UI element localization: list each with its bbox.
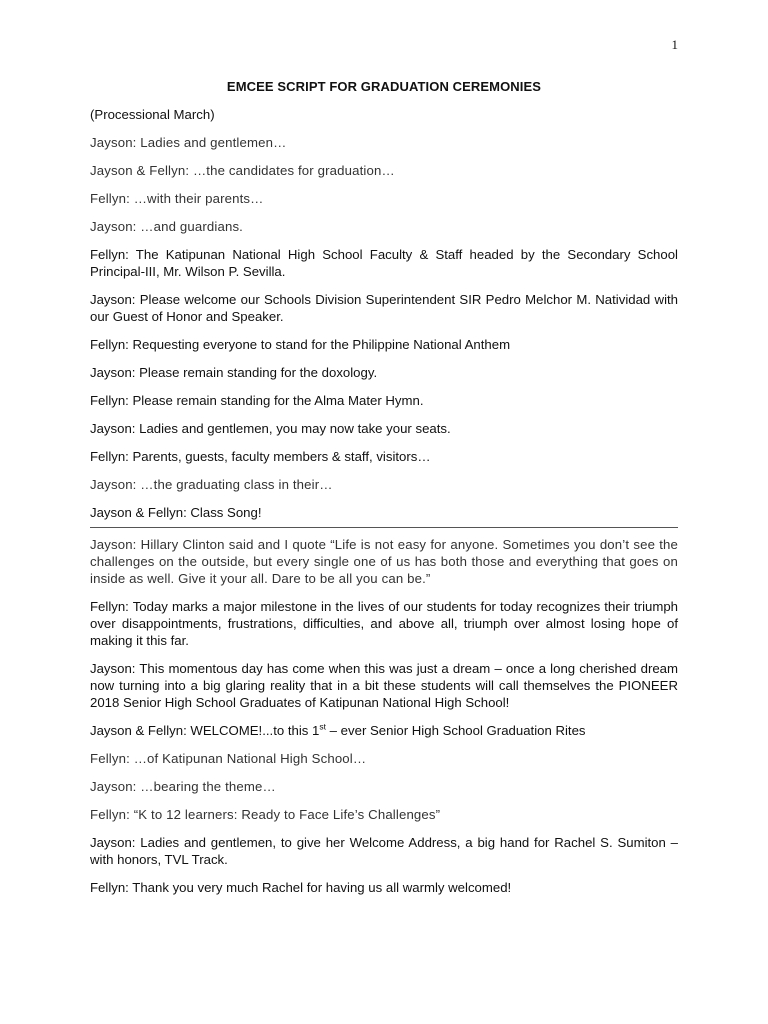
script-line: Fellyn: Today marks a major milestone in the lives of our students for today recognizes their triumph over disappointments, frustrations, difficulties, and above all, triumph over almost losing hope of making it this far. [90, 599, 678, 648]
script-line: Fellyn: …of Katipunan National High School… [90, 751, 367, 766]
script-line: Fellyn: The Katipunan National High School Faculty & Staff headed by the Secondary School Principal-III, Mr. Wilson P. Sevilla. [90, 247, 678, 279]
script-line: Fellyn: Please remain standing for the Alma Mater Hymn. [90, 393, 424, 408]
page-number: 1 [671, 37, 678, 52]
script-line: Fellyn: …with their parents… [90, 191, 264, 206]
script-line: Jayson: This momentous day has come when this was just a dream – once a long cherished dream now turning into a big glaring reality that in a bit these students will call themselves the PIONEER 2018 Senior High School Graduates of Katipunan National High School! [90, 661, 678, 710]
script-line: Jayson: Ladies and gentlemen, you may now take your seats. [90, 421, 451, 436]
script-line: Fellyn: Thank you very much Rachel for having us all warmly welcomed! [90, 880, 512, 895]
script-line: Fellyn: Requesting everyone to stand for the Philippine National Anthem [90, 337, 511, 352]
welcome-text-rest: – ever Senior High School Graduation Rites [326, 723, 586, 738]
script-line: Fellyn: “K to 12 learners: Ready to Face Life’s Challenges” [90, 807, 441, 822]
script-line: Jayson: Please remain standing for the doxology. [90, 365, 378, 380]
script-line: Jayson: Ladies and gentlemen… [90, 135, 287, 150]
script-line: Jayson: …and guardians. [90, 219, 244, 234]
script-line: Jayson: Please welcome our Schools Division Superintendent SIR Pedro Melchor M. Natividad with our Guest of Honor and Speaker. [90, 292, 678, 324]
welcome-text: Jayson & Fellyn: WELCOME!...to this 1 [90, 723, 320, 738]
script-line-welcome [90, 722, 678, 739]
script-line: Fellyn: Parents, guests, faculty members & staff, visitors… [90, 449, 431, 464]
script-line: Jayson & Fellyn: …the candidates for graduation… [90, 163, 395, 178]
script-line: Jayson: Hillary Clinton said and I quote “Life is not easy for anyone. Sometimes you don’t see the challenges on the outside, but every single one of us has both those and everything that goes on inside as well. Give it your all. Dare to be all you can be.” [90, 537, 678, 586]
script-line: Jayson & Fellyn: Class Song! [90, 505, 262, 520]
script-line: Jayson: …the graduating class in their… [90, 477, 333, 492]
script-body [90, 106, 678, 907]
ordinal-suffix: st [319, 721, 327, 732]
script-line: (Processional March) [90, 107, 215, 122]
script-line: Jayson: Ladies and gentlemen, to give her Welcome Address, a big hand for Rachel S. Sumiton – with honors, TVL Track. [90, 835, 678, 867]
script-line: Jayson: …bearing the theme… [90, 779, 276, 794]
section-divider [90, 504, 678, 528]
document-title: EMCEE SCRIPT FOR GRADUATION CEREMONIES [226, 79, 542, 94]
